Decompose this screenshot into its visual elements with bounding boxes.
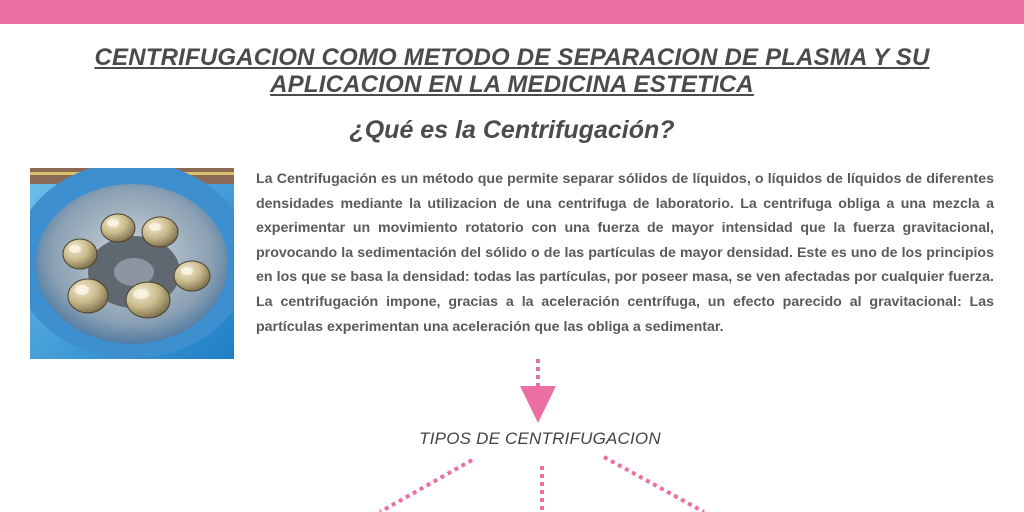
down-arrow-icon xyxy=(520,386,556,423)
types-label: TIPOS DE CENTRIFUGACION xyxy=(419,429,661,448)
title-line-1: CENTRIFUGACION COMO METODO DE SEPARACION DE PLASMA Y SU xyxy=(94,44,930,71)
title-line-2: APLICACION EN LA MEDICINA ESTETICA xyxy=(270,71,754,98)
section-subtitle: ¿Qué es la Centrifugación? xyxy=(349,116,675,144)
right-branch-line xyxy=(604,457,704,512)
left-branch-line xyxy=(380,460,472,512)
centrifugation-description: La Centrifugación es un método que permite separar sólidos de líquidos, o líquidos de líquidos de diferentes densidades mediante la utilizacion de una centrifuga de laboratorio. La centrifuga obliga a una mezcla a experimentar un movimiento rotatorio con una fuerza de mayor intensidad que la fuerza gravitacional, provocando la sedimentación del sólido o de las partículas de mayor densidad. Este es uno de los principios en los que se basa la densidad: todas las partículas, por poseer masa, se ven afectadas por cualquier fuerza. La centrifugación impone, gracias a la aceleración centrífuga, un efecto parecido al gravitacional: Las partículas experimentan una aceleración que las obliga a sedimentar. xyxy=(256,171,994,335)
